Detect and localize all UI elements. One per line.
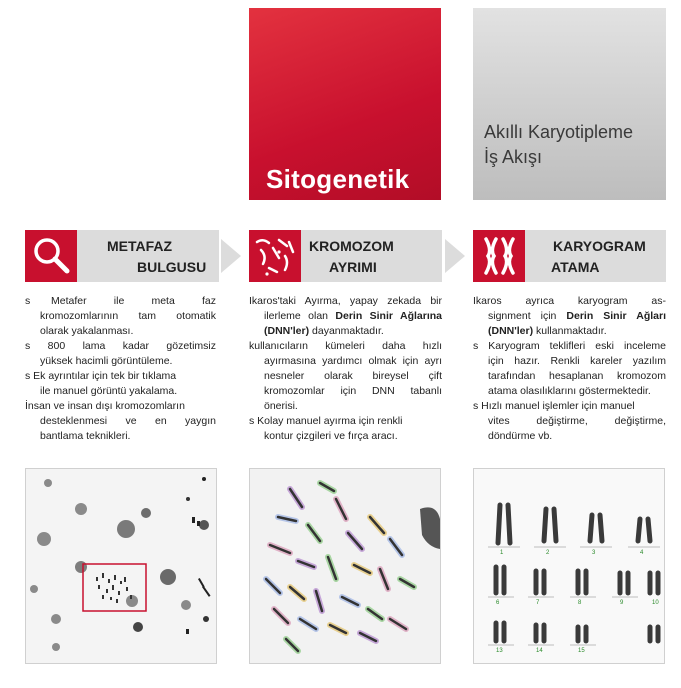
sitogenetik-banner: [249, 8, 441, 200]
text-line: s Karyogram teklifleri eski inceleme: [473, 340, 666, 352]
text-line: s Hızlı manuel işlemler için manuel: [473, 400, 635, 412]
separation-image: [249, 468, 441, 664]
step-header-karyogram: [473, 230, 666, 282]
text-word: ile: [113, 295, 125, 307]
text-line: kullanıcıların kümeleri daha hızlı: [249, 340, 442, 352]
banner-title: Sitogenetik: [266, 164, 410, 194]
karyogram-label: 14: [536, 648, 543, 654]
separation-description: [249, 294, 442, 444]
text-segment: dayanmaktadır.: [309, 325, 384, 337]
step-title: ATAMA: [551, 259, 600, 275]
karyogram-label: 13: [496, 648, 503, 654]
text-bold: (DNN'ler): [488, 325, 534, 337]
step-title: KARYOGRAM: [553, 238, 646, 254]
text-line: önerisi.: [264, 400, 298, 412]
step-title: BULGUSU: [137, 259, 207, 275]
karyogram-label: 9: [620, 600, 624, 606]
workflow-banner: [473, 8, 666, 200]
text-word: Metafer: [51, 295, 87, 307]
text-bold: Derin Sinir Ağlarına: [335, 310, 442, 322]
text-segment: kullanmaktadır.: [533, 325, 607, 337]
step-header-metaphase: [25, 230, 219, 282]
chromosome-pair-icon: [473, 230, 525, 282]
bullet: s: [25, 295, 31, 307]
text-line: olarak yakalanması.: [40, 325, 134, 337]
step-title: METAFAZ: [107, 238, 173, 254]
workflow-title-line2: İş Akışı: [484, 147, 543, 167]
text-line: için hazır. Renkli kareler yazılım: [488, 355, 666, 367]
text-line: bantlama teknikleri.: [40, 430, 131, 442]
karyogram-label: 7: [536, 600, 540, 606]
text-segment: ilerleme olan: [264, 310, 336, 322]
karyogram-label: 2: [546, 550, 550, 556]
karyogram-label: 6: [496, 600, 500, 606]
karyogram-label: 4: [640, 550, 644, 556]
text-bold: (DNN'ler): [264, 325, 310, 337]
karyogram-image: [473, 468, 665, 664]
karyogram-description: [473, 294, 666, 444]
text-line: s 800 lama kadar gözetimsiz: [25, 340, 216, 352]
karyogram-label: 3: [592, 550, 596, 556]
magnifier-icon: [25, 230, 77, 282]
text-line: ayırmasına yardımcı olmak için ayrı: [264, 355, 442, 367]
text-line: kromozomlar için DNN tabanlı: [264, 385, 442, 397]
text-line: s Ek ayrıntılar için tek bir tıklama: [25, 370, 177, 382]
text-line: s Kolay manuel ayırma için renkli: [249, 415, 403, 427]
text-line: vites değiştirme, değiştirme,: [488, 415, 666, 427]
text-line: tarafından hesaplanan kromozom: [488, 370, 666, 382]
chromosome-separation-icon: [249, 230, 301, 282]
text-line: nesneler olarak bireysel çift: [264, 370, 442, 382]
text-line: atama olasılıklarını göstermektedir.: [488, 385, 651, 397]
text-line: kromozomlarının tam otomatik: [40, 310, 216, 322]
karyogram-label: 1: [500, 550, 504, 556]
text-word: faz: [201, 295, 216, 307]
karyogram-label: 8: [578, 600, 582, 606]
step-title: AYRIMI: [329, 259, 377, 275]
text-line: Ikaros ayrıca karyogram as-: [473, 295, 666, 307]
text-segment: signment için: [488, 310, 567, 322]
karyogram-label: 15: [578, 648, 585, 654]
text-line: kontur çizgileri ve fırça aracı.: [264, 430, 398, 442]
arrow-icon: [221, 239, 241, 273]
karyogram-label: 10: [652, 600, 659, 606]
text-bold: Derin Sinir Ağları: [566, 310, 666, 322]
text-line: döndürme vb.: [488, 430, 553, 442]
text-line: İnsan ve insan dışı kromozomların: [25, 400, 185, 412]
step-title: KROMOZOM: [309, 238, 394, 254]
text-line: ile manuel görüntü yakalama.: [40, 385, 178, 397]
text-word: meta: [151, 295, 175, 307]
metaphase-description: [25, 294, 216, 444]
text-line: yüksek hacimli görüntüleme.: [40, 355, 173, 367]
step-header-separation: [249, 230, 442, 282]
workflow-title-line1: Akıllı Karyotipleme: [484, 122, 634, 142]
metaphase-image: [25, 468, 217, 664]
text-line: desteklenmesi ve en yaygın: [40, 415, 216, 427]
arrow-icon: [445, 239, 465, 273]
text-line: Ikaros'taki Ayırma, yapay zekada bir: [249, 295, 442, 307]
